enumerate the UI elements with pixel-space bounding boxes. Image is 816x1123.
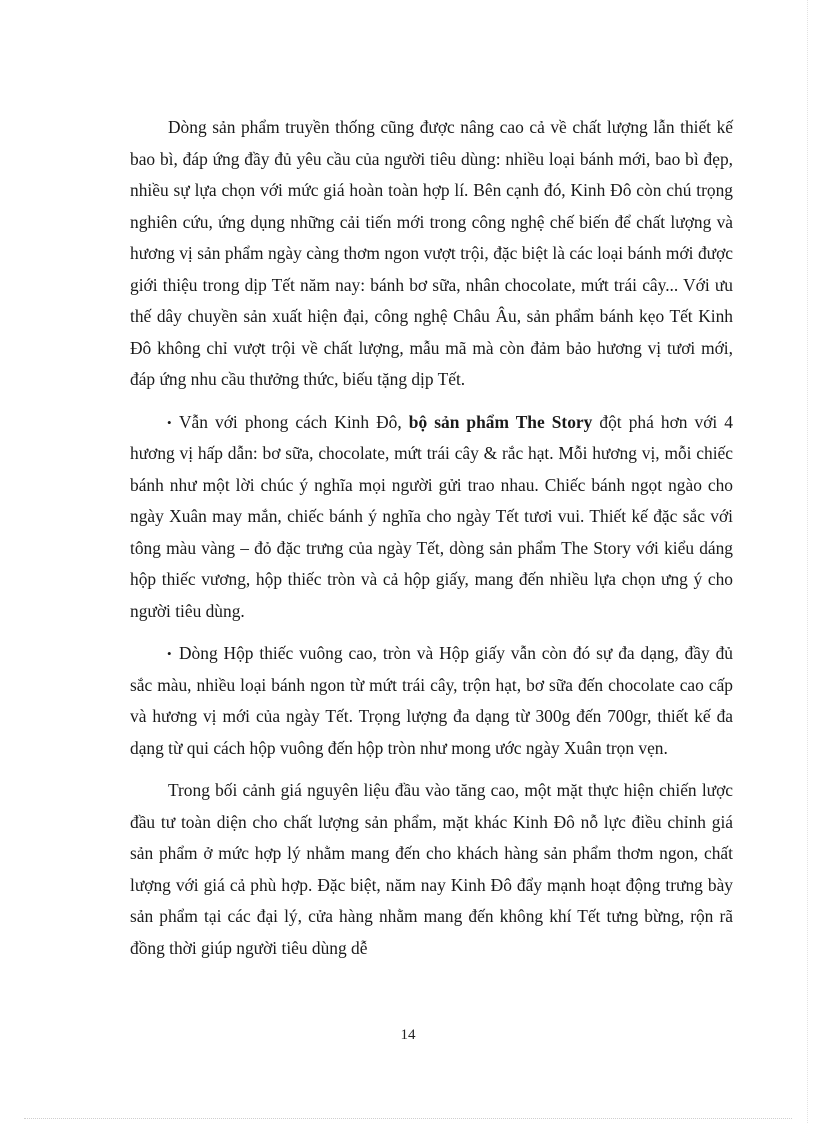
bullet-icon: • <box>167 646 172 661</box>
paragraph-text: Trong bối cảnh giá nguyên liệu đầu vào tăng cao, một mặt thực hiện chiến lược đầu tư toàn diện cho chất lượng sản phẩm, mặt khác Kinh Đô nỗ lực điều chỉnh giá sản phẩm ở mức hợp lý nhằm mang đến cho khách hàng sản phẩm thơm ngon, chất lượng với giá cả phù hợp. Đặc biệt, năm nay Kinh Đô đẩy mạnh hoạt động trưng bày sản phẩm tại các đại lý, cửa hàng nhằm mang đến không khí Tết tưng bừng, rộn rã đồng thời giúp người tiêu dùng dễ <box>130 780 733 958</box>
bullet-rest-text: đột phá hơn với 4 hương vị hấp dẫn: bơ sữa, chocolate, mứt trái cây & rắc hạt. Mỗi hương vị, mỗi chiếc bánh như một lời chúc ý nghĩa mọi người gửi trao nhau. Chiếc bánh ngọt ngào cho ngày Xuân may mắn, chiếc bánh ý nghĩa cho ngày Tết tươi vui. Thiết kế đặc sắc với tông màu vàng – đỏ đặc trưng của ngày Tết, dòng sản phẩm The Story với kiểu dáng hộp thiếc vương, hộp thiếc tròn và cả hộp giấy, mang đến nhiều lựa chọn ưng ý cho người tiêu dùng. <box>130 411 734 621</box>
bullet-text: Dòng Hộp thiếc vuông cao, tròn và Hộp giấy vẫn còn đó sự đa dạng, đầy đủ sắc màu, nhiều loại bánh ngon từ mứt trái cây, trộn hạt, bơ sữa đến chocolate cao cấp và hương vị mới của ngày Tết. Trọng lượng đa dạng từ 300g đến 700gr, thiết kế đa dạng từ qui cách hộp vuông đến hộp tròn như mong ước ngày Xuân trọn vẹn. <box>130 643 733 758</box>
paragraph-first-line: Dòng sản phẩm truyền thống cũng được nâng cao cả về chất lượng lẫn <box>168 117 675 137</box>
bullet-bold-product-name: bộ sản phẩm The Story <box>408 411 593 432</box>
paragraph-traditional-products <box>130 112 733 396</box>
paragraph-continuation: thiết kế bao bì, đáp ứng đầy đủ yêu cầu của người tiêu dùng: nhiều loại bánh mới, bao bì đẹp, nhiều sự lựa chọn với mức giá hoàn toàn hợp lí. Bên cạnh đó, Kinh Đô còn chú trọng nghiên cứu, ứng dụng những cải tiến mới trong công nghệ chế biến để chất lượng và hương vị sản phẩm ngày càng thơm ngon vượt trội, đặc biệt là các loại bánh mới được giới thiệu trong dịp Tết năm nay: bánh bơ sữa, nhân chocolate, mứt trái cây... Với ưu thế dây chuyền sản xuất hiện đại, công nghệ Châu Âu, sản phẩm bánh kẹo Tết Kinh Đô không chỉ vượt trội về chất lượng, mẫu mã mà còn đảm bảo hương vị tươi mới, đáp ứng nhu cầu thưởng thức, biếu tặng dịp Tết. <box>130 117 733 389</box>
paragraph-pricing-context <box>130 775 733 964</box>
bullet-the-story <box>130 407 733 628</box>
body-text <box>130 112 733 964</box>
bullet-lead-text: Vẫn với phong cách Kinh Đô, <box>179 411 409 432</box>
page-number: 14 <box>400 1027 416 1043</box>
bullet-tin-boxes <box>130 638 733 764</box>
page-bottom-divider <box>24 1118 792 1119</box>
bullet-icon: • <box>167 414 172 430</box>
page-edge-guide <box>807 0 808 1123</box>
